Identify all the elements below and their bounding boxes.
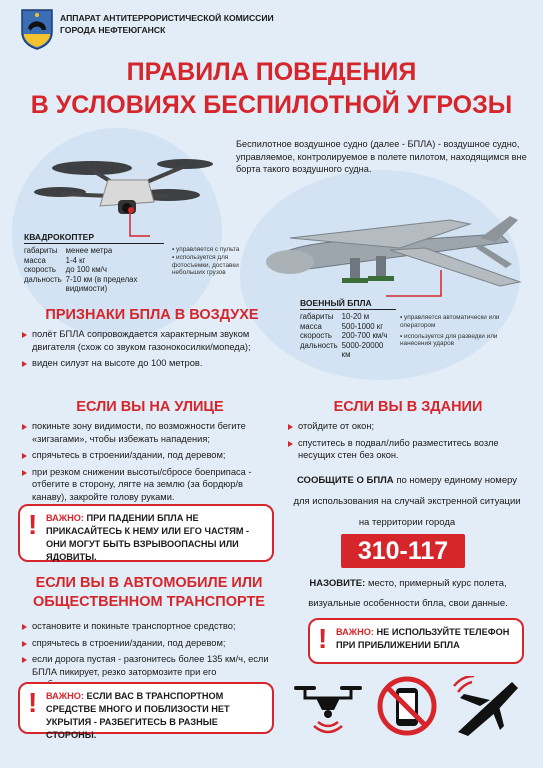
spec-value: 1-4 кг: [65, 255, 86, 265]
table-row: [300, 312, 396, 322]
warning-label: ВАЖНО:: [336, 627, 374, 637]
street-warning-text: [46, 512, 264, 564]
building-list: [288, 420, 528, 466]
table-row: [24, 265, 164, 275]
page-title: [0, 56, 543, 122]
list-item: виден силуэт на высоте до 100 метров.: [22, 357, 292, 370]
spec-value: 5000-20000 км: [341, 340, 384, 359]
list-item: спрячьтесь в строении/здании, под деревом;: [22, 637, 277, 650]
military-specs: [300, 298, 396, 360]
list-item: остановите и покиньте транспортное средство;: [22, 620, 277, 633]
warning-body: ПРИ ПАДЕНИИ БПЛА НЕ ПРИКАСАЙТЕСЬ К НЕМУ ИЛИ ЕГО ЧАСТЯМ - ОНИ МОГУТ БЫТЬ ВЗРЫВООПАСНЫ ИЛИ ЯДОВИТЫ.: [46, 513, 250, 562]
note-item: ▪ управляется автоматически или оператором: [400, 314, 500, 329]
warning-body: НЕ ИСПОЛЬЗУЙТЕ ТЕЛЕФОН ПРИ ПРИБЛИЖЕНИИ БПЛА: [336, 627, 510, 650]
signs-list: [22, 328, 292, 374]
car-title-line-2: ОБЩЕСТВЕННОМ ТРАНСПОРТЕ: [33, 594, 265, 610]
warning-label: ВАЖНО:: [46, 691, 84, 701]
list-item: при резком снижении высоты/сбросе боеприпаса - отбегите в сторону, лягте на землю (за бордюр/в канаву), закройте голову руками.: [22, 466, 272, 504]
drone-signal-icon: [292, 676, 364, 738]
table-row: [300, 331, 396, 341]
spec-value: 10-20 м: [341, 312, 370, 321]
spec-label: дальность: [300, 340, 338, 350]
report-lead: СООБЩИТЕ О БПЛА: [296, 475, 394, 486]
street-list: [22, 420, 272, 507]
intro-text: Беспилотное воздушное судно (далее - БПЛА) - воздушное судно, управляемое, контролируемое в полете пилотом, находящимся вне борта такого воздушного судна.: [236, 139, 527, 174]
table-row: [300, 322, 396, 332]
note-item: ▪ используется для фотосъемки, доставки небольших грузов: [172, 253, 239, 277]
military-notes: [400, 314, 510, 348]
quadcopter-specs: [24, 232, 164, 294]
quadcopter-notes: [172, 246, 244, 277]
list-item: спуститесь в подвал/либо разместитесь возле несущих стен без окон.: [288, 437, 528, 462]
table-row: [24, 275, 164, 294]
street-title: ЕСЛИ ВЫ НА УЛИЦЕ: [76, 399, 224, 415]
table-row: [300, 341, 396, 360]
military-table: [300, 312, 396, 360]
spec-value: 7-10 км (в пределах видимости): [65, 274, 138, 293]
spec-label: дальность: [24, 274, 62, 284]
list-item: покиньте зону видимости, по возможности бегите «зигзагами», чтобы избежать нападения;: [22, 420, 272, 445]
phone-warning-text: [336, 626, 514, 652]
spec-value: 200-700 км/ч: [341, 331, 388, 340]
exclamation-icon: !: [318, 623, 328, 654]
note-text: управляется автоматически или оператором: [400, 314, 500, 329]
spec-label: масса: [300, 321, 322, 331]
report-name-instructions: [290, 574, 526, 614]
military-title: ВОЕННЫЙ БПЛА: [300, 298, 396, 310]
quadcopter-title: КВАДРОКОПТЕР: [24, 232, 164, 244]
exclamation-icon: !: [28, 509, 38, 540]
list-item: полёт БПЛА сопровождается характерным звуком двигателя (схож со звуком газонокосилки/мопеда);: [22, 328, 292, 353]
note-item: ▪ управляется с пульта: [172, 246, 240, 253]
warning-body: ЕСЛИ ВАС В ТРАНСПОРТНОМ СРЕДСТВЕ МНОГО И ПОБЛИЗОСТИ НЕТ УКРЫТИЯ - РАЗБЕГИТЕСЬ В РАЗНЫЕ СТОРОНЫ.: [46, 691, 230, 740]
list-item: если дорога пустая - разгонитесь более 135 км/ч, если БПЛА пикирует, резко затормозите при его: [22, 653, 277, 691]
list-item: спрячьтесь в строении/здании, под деревом;: [22, 449, 272, 462]
plane-signal-icon: [452, 676, 524, 738]
spec-value: до 100 км/ч: [65, 265, 107, 274]
spec-label: габариты: [24, 246, 58, 255]
note-text: используется для фотосъемки, доставки небольших грузов: [172, 253, 239, 277]
spec-label: скорость: [300, 331, 332, 340]
agency-line-1: АППАРАТ АНТИТЕРРОРИСТИЧЕСКОЙ КОМИССИИ: [60, 13, 274, 23]
car-warning-text: [46, 690, 264, 742]
note-item: ▪ используется для разведки или нанесения ударов: [400, 332, 498, 348]
table-row: [24, 246, 164, 256]
note-text: управляется с пульта: [176, 246, 240, 253]
spec-label: скорость: [24, 265, 56, 274]
spec-value: 500-1000 кг: [341, 321, 384, 331]
title-line-2: В УСЛОВИЯХ БЕСПИЛОТНОЙ УГРОЗЫ: [30, 91, 513, 119]
street-warning: [18, 504, 274, 562]
emergency-phone-number[interactable]: 310-117: [341, 534, 465, 568]
list-item: отойдите от окон;: [288, 420, 528, 433]
name-label: НАЗОВИТЕ:: [309, 578, 366, 589]
military-drone-pointer: [386, 270, 446, 300]
phone-warning: [308, 618, 524, 664]
car-title: [18, 574, 280, 612]
agency-line-2: ГОРОДА НЕФТЕЮГАНСК: [60, 25, 166, 35]
warning-label: ВАЖНО:: [46, 513, 84, 523]
spec-label: габариты: [300, 312, 334, 321]
report-text: [288, 470, 526, 533]
signs-title: ПРИЗНАКИ БПЛА В ВОЗДУХЕ: [45, 307, 259, 323]
car-title-line-1: ЕСЛИ ВЫ В АВТОМОБИЛЕ ИЛИ: [35, 575, 263, 591]
note-text: используется для разведки или нанесения ударов: [400, 332, 498, 348]
title-line-1: ПРАВИЛА ПОВЕДЕНИЯ: [126, 58, 417, 86]
quadcopter-table: [24, 246, 164, 294]
name-body: место, примерный курс полета, визуальные особенности бпла, свои данные.: [308, 578, 508, 609]
coat-of-arms-icon: [20, 8, 54, 50]
spec-value: менее метра: [65, 246, 113, 255]
exclamation-icon: !: [28, 687, 38, 718]
no-phone-icon: [376, 676, 438, 738]
report-body: по номеру единому номеру для использования на случай экстренной ситуации на территории города: [293, 475, 521, 528]
car-warning: [18, 682, 274, 740]
building-title: ЕСЛИ ВЫ В ЗДАНИИ: [333, 399, 483, 415]
spec-label: масса: [24, 255, 46, 265]
table-row: [24, 256, 164, 266]
agency-name: [60, 12, 274, 36]
